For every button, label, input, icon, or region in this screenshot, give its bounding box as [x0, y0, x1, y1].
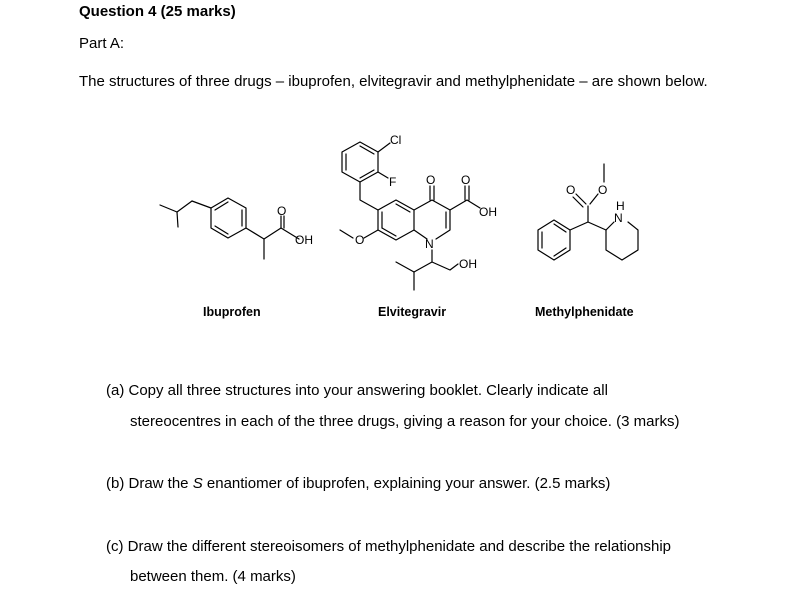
elvitegravir-oh2-label: OH — [459, 257, 477, 271]
svg-text:O: O — [566, 183, 576, 197]
part-b-text — [106, 475, 610, 492]
elvitegravir-o-label: O — [355, 233, 365, 247]
elvitegravir-label: Elvitegravir — [378, 305, 447, 319]
part-c-line-1: (c) Draw the different stereoisomers of methylphenidate and describe the relationship — [106, 538, 672, 555]
elvitegravir-cl-label: Cl — [390, 133, 402, 147]
intro-paragraph: The structures of three drugs – ibuprofen, elvitegravir and methylphenidate – are shown below. — [79, 73, 708, 90]
elvitegravir-oh1-label: OH — [479, 205, 497, 219]
methylphenidate-h-label: H — [616, 199, 625, 213]
ibuprofen-label: Ibuprofen — [203, 305, 261, 319]
elvitegravir-n-label: N — [425, 237, 434, 251]
ibuprofen-o-label: O — [277, 204, 287, 218]
elvitegravir-structure — [340, 133, 497, 290]
methylphenidate-structure — [538, 164, 638, 260]
ibuprofen-oh-label: OH — [295, 233, 313, 247]
part-a-line-2: stereocentres in each of the three drugs, giving a reason for your choice. (3 marks) — [130, 413, 680, 430]
methylphenidate-o-label: O — [598, 183, 608, 197]
part-b-suffix: enantiomer of ibuprofen, explaining your answer. (2.5 marks) — [202, 475, 611, 492]
part-b-italic: S — [192, 475, 203, 492]
svg-text:O: O — [461, 173, 471, 187]
methylphenidate-label: Methylphenidate — [535, 305, 634, 319]
part-b-prefix: (b) Draw the — [106, 475, 193, 492]
part-label: Part A: — [79, 35, 125, 52]
elvitegravir-f-label: F — [389, 175, 397, 189]
part-a-line-1: (a) Copy all three structures into your answering booklet. Clearly indicate all — [106, 382, 608, 399]
ibuprofen-structure — [160, 198, 313, 259]
part-c-line-2: between them. (4 marks) — [130, 568, 296, 585]
svg-text:O: O — [426, 173, 436, 187]
question-title: Question 4 (25 marks) — [79, 3, 236, 20]
methylphenidate-n-label: N — [614, 211, 623, 225]
